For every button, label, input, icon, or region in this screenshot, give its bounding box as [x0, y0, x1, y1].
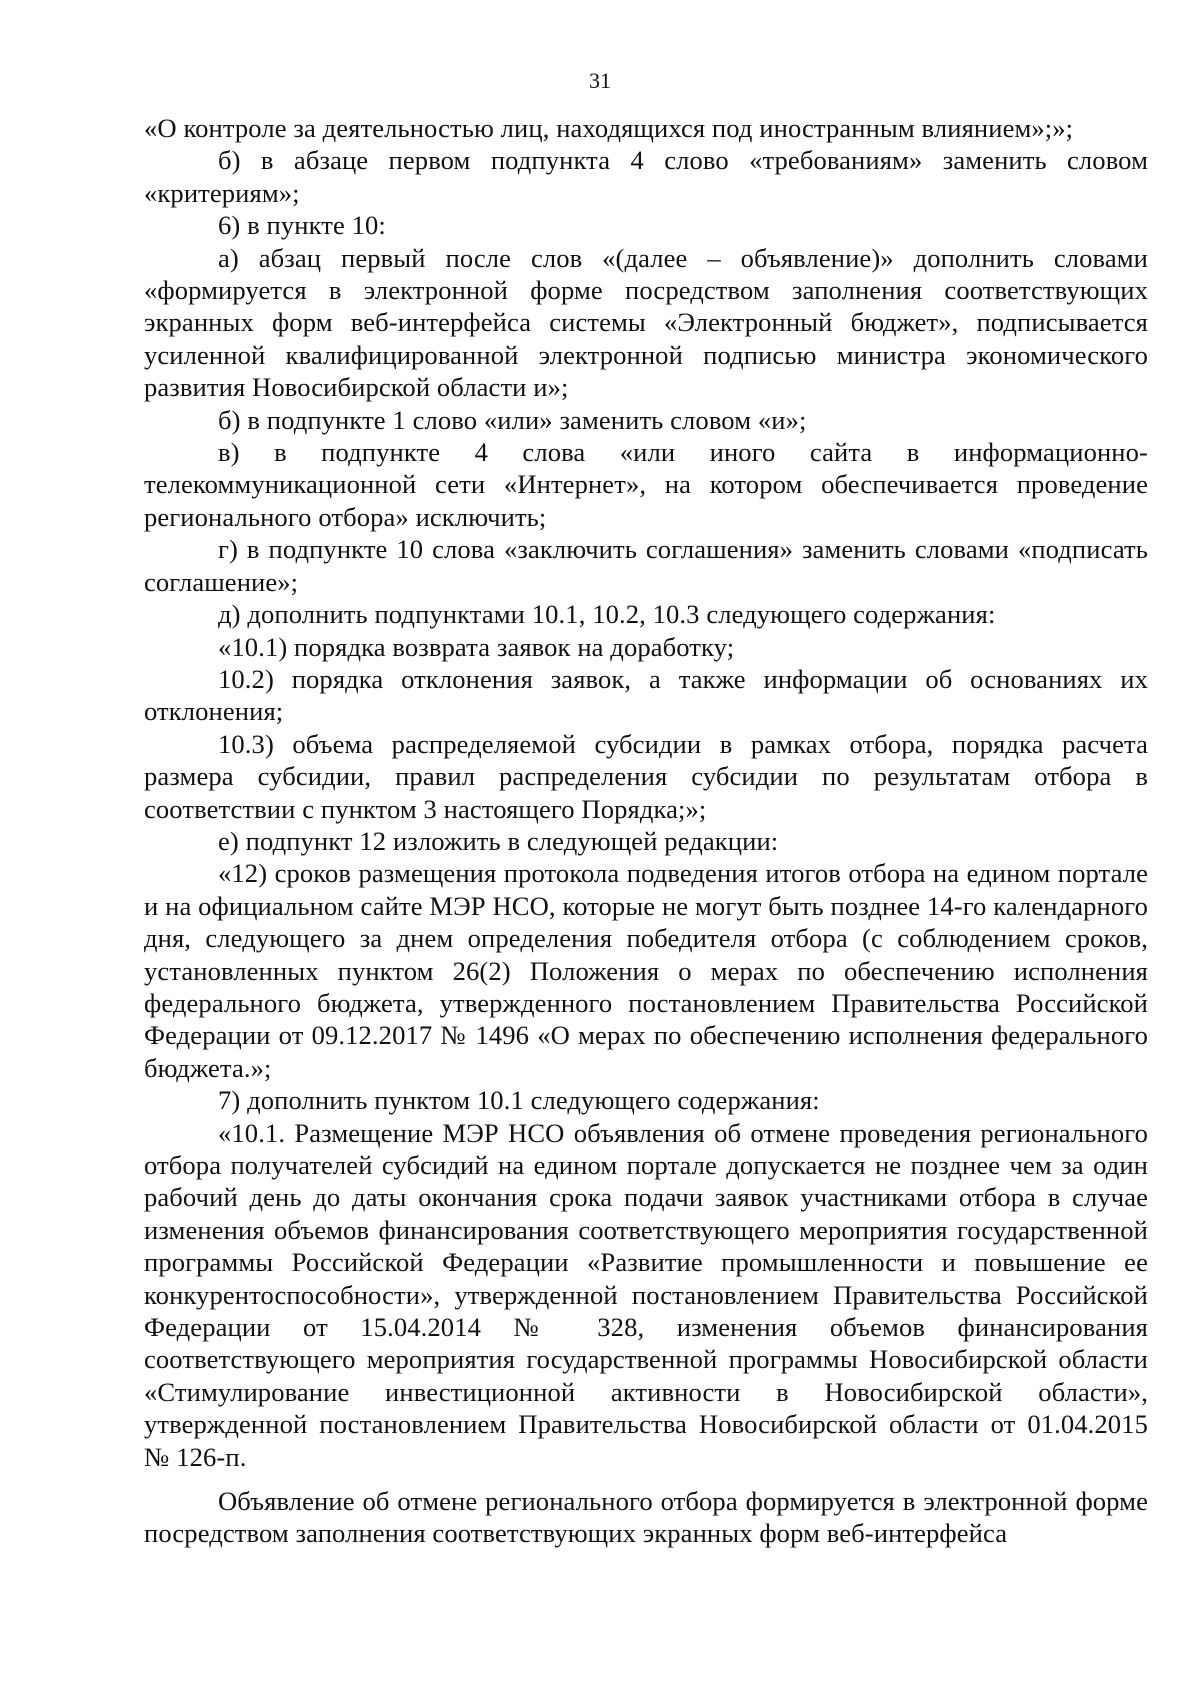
- paragraph: в) в подпункте 4 слова «или иного сайта в информационно-телекоммуникационной сети «Интернет», на котором обеспечивается проведение регионального отбора» исключить;: [144, 437, 1148, 532]
- paragraph: «10.1) порядка возврата заявок на доработку;: [218, 631, 735, 662]
- paragraph: б) в подпункте 1 слово «или» заменить словом «и»;: [218, 404, 807, 435]
- paragraph: «10.1. Размещение МЭР НСО объявления об отмене проведения регионального отбора получателей субсидий на едином портале допускается не позднее чем за один рабочий день до даты окончания срока подачи заявок участниками отбора в случае изменения объемов финансирования соответствующего мероприятия государственной программы Российской Федерации «Развитие промышленности и повышение ее конкурентоспособности», утвержденной постановлением Правительства Российской Федерации от 15.04.2014 № 328, изменения объемов финансирования соответствующего мероприятия государственной программы Новосибирской области «Стимулирование инвестиционной активности в Новосибирской области», утвержденной постановлением Правительства Новосибирской области от 01.04.2015 № 126-п.: [144, 1117, 1148, 1472]
- paragraph: 6) в пункте 10:: [218, 210, 386, 241]
- page-number: 31: [589, 68, 611, 93]
- paragraph: «12) сроков размещения протокола подведения итогов отбора на едином портале и на официальном сайте МЭР НСО, которые не могут быть позднее 14-го календарного дня, следующего за днем определения победителя отбора (с соблюдением сроков, установленных пунктом 26(2) Положения о мерах по обеспечению исполнения федерального бюджета, утвержденного постановлением Правительства Российской Федерации от 09.12.2017 № 1496 «О мерах по обеспечению исполнения федерального бюджета.»;: [144, 858, 1148, 1083]
- paragraph: д) дополнить подпунктами 10.1, 10.2, 10.3 следующего содержания:: [218, 599, 996, 630]
- paragraph: Объявление об отмене регионального отбора формируется в электронной форме посредством заполнения соответствующих экранных форм веб-интерфейса: [144, 1486, 1148, 1549]
- paragraph: 7) дополнить пунктом 10.1 следующего содержания:: [218, 1085, 820, 1116]
- paragraph: е) подпункт 12 изложить в следующей редакции:: [218, 825, 779, 856]
- paragraph: г) в подпункте 10 слова «заключить соглашения» заменить словами «подписать соглашение»;: [144, 534, 1148, 597]
- paragraph: а) абзац первый после слов «(далее – объявление)» дополнить словами «формируется в электронной форме посредством заполнения соответствующих экранных форм веб-интерфейса системы «Электронный бюджет», подписывается усиленной квалифицированной электронной подписью министра экономического развития Новосибирской области и»;: [144, 242, 1148, 403]
- document-body: [144, 112, 1148, 1550]
- paragraph: 10.3) объема распределяемой субсидии в рамках отбора, порядка расчета размера субсидии, правил распределения субсидии по результатам отбора в соответствии с пунктом 3 настоящего Порядка;»;: [144, 728, 1148, 824]
- paragraph: б) в абзаце первом подпункта 4 слово «требованиям» заменить словом «критериям»;: [144, 145, 1148, 208]
- paragraph: 10.2) порядка отклонения заявок, а также информации об основаниях их отклонения;: [144, 663, 1148, 727]
- paragraph: «О контроле за деятельностью лиц, находящихся под иностранным влиянием»;»;: [144, 113, 1074, 143]
